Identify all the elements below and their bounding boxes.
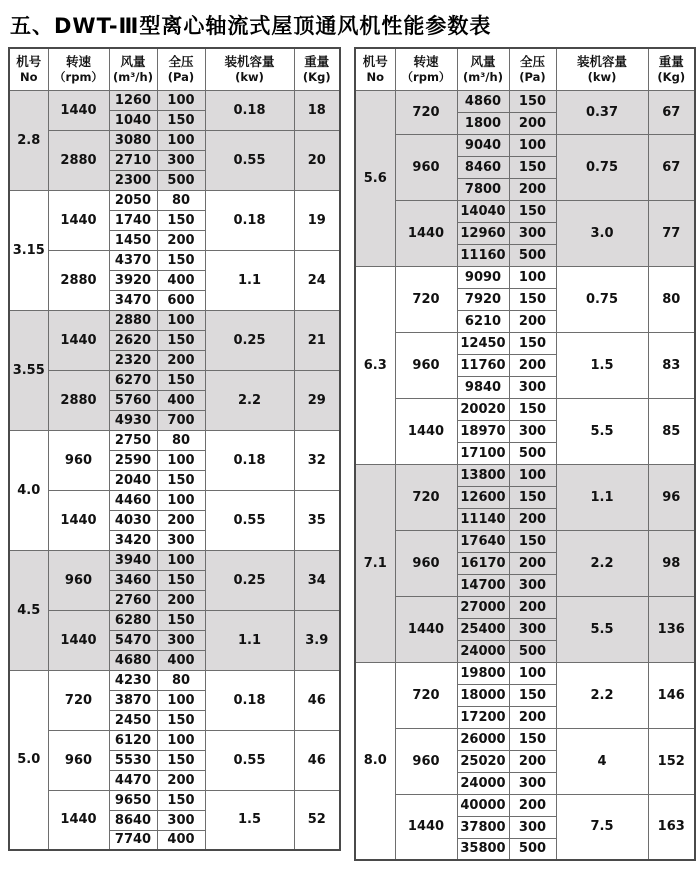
weight-cell: 29 — [294, 370, 340, 430]
airflow-cell: 4860 — [457, 90, 509, 112]
table-body — [355, 90, 695, 860]
airflow-cell: 2880 — [109, 310, 157, 330]
airflow-cell: 16170 — [457, 552, 509, 574]
rpm-cell: 720 — [395, 464, 457, 530]
pressure-cell: 200 — [509, 310, 556, 332]
table-row — [9, 130, 340, 150]
airflow-cell: 3470 — [109, 290, 157, 310]
pressure-cell: 100 — [509, 266, 556, 288]
airflow-cell: 11160 — [457, 244, 509, 266]
pressure-cell: 150 — [157, 210, 205, 230]
power-cell: 1.1 — [205, 610, 294, 670]
power-cell: 2.2 — [556, 662, 648, 728]
table-row — [9, 370, 340, 390]
pressure-cell: 500 — [509, 244, 556, 266]
weight-cell: 32 — [294, 430, 340, 490]
airflow-cell: 2750 — [109, 430, 157, 450]
rpm-cell: 960 — [395, 332, 457, 398]
rpm-cell: 1440 — [48, 90, 109, 130]
rpm-cell: 1440 — [48, 610, 109, 670]
table-row — [355, 728, 695, 750]
airflow-cell: 17640 — [457, 530, 509, 552]
pressure-cell: 200 — [509, 178, 556, 200]
rpm-cell: 2880 — [48, 130, 109, 190]
pressure-cell: 500 — [157, 170, 205, 190]
airflow-cell: 19800 — [457, 662, 509, 684]
power-cell: 1.5 — [205, 790, 294, 850]
pressure-cell: 700 — [157, 410, 205, 430]
power-cell: 1.1 — [556, 464, 648, 530]
power-cell: 5.5 — [556, 596, 648, 662]
pressure-cell: 500 — [509, 442, 556, 464]
airflow-cell: 2050 — [109, 190, 157, 210]
table-row — [9, 610, 340, 630]
rpm-cell: 1440 — [395, 398, 457, 464]
pressure-cell: 150 — [509, 90, 556, 112]
table-row — [355, 266, 695, 288]
pressure-cell: 200 — [509, 750, 556, 772]
table-row — [9, 790, 340, 810]
pressure-cell: 200 — [157, 510, 205, 530]
rpm-cell: 1440 — [48, 790, 109, 850]
rpm-cell: 960 — [48, 550, 109, 610]
airflow-cell: 6280 — [109, 610, 157, 630]
pressure-cell: 150 — [157, 710, 205, 730]
airflow-cell: 25020 — [457, 750, 509, 772]
header-model-no: 机号 No — [9, 48, 48, 90]
pressure-cell: 100 — [509, 464, 556, 486]
pressure-cell: 150 — [509, 288, 556, 310]
table-row — [355, 464, 695, 486]
rpm-cell: 720 — [48, 670, 109, 730]
pressure-cell: 150 — [157, 750, 205, 770]
weight-cell: 80 — [648, 266, 695, 332]
airflow-cell: 1800 — [457, 112, 509, 134]
pressure-cell: 200 — [157, 230, 205, 250]
airflow-cell: 3870 — [109, 690, 157, 710]
airflow-cell: 7920 — [457, 288, 509, 310]
table-row — [355, 794, 695, 816]
table-row — [355, 662, 695, 684]
weight-cell: 98 — [648, 530, 695, 596]
table-row — [355, 332, 695, 354]
airflow-cell: 12960 — [457, 222, 509, 244]
weight-cell: 77 — [648, 200, 695, 266]
weight-cell: 163 — [648, 794, 695, 860]
pressure-cell: 400 — [157, 650, 205, 670]
table-row — [9, 310, 340, 330]
airflow-cell: 18000 — [457, 684, 509, 706]
airflow-cell: 14700 — [457, 574, 509, 596]
pressure-cell: 300 — [157, 150, 205, 170]
weight-cell: 83 — [648, 332, 695, 398]
airflow-cell: 11140 — [457, 508, 509, 530]
pressure-cell: 150 — [157, 470, 205, 490]
header-power: 装机容量 (kw) — [205, 48, 294, 90]
power-cell: 1.1 — [205, 250, 294, 310]
pressure-cell: 100 — [157, 690, 205, 710]
power-cell: 0.25 — [205, 550, 294, 610]
header-power: 装机容量 (kw) — [556, 48, 648, 90]
weight-cell: 46 — [294, 670, 340, 730]
weight-cell: 46 — [294, 730, 340, 790]
airflow-cell: 9090 — [457, 266, 509, 288]
pressure-cell: 100 — [157, 130, 205, 150]
pressure-cell: 150 — [509, 398, 556, 420]
power-cell: 4 — [556, 728, 648, 794]
pressure-cell: 600 — [157, 290, 205, 310]
pressure-cell: 100 — [509, 662, 556, 684]
power-cell: 0.55 — [205, 130, 294, 190]
rpm-cell: 1440 — [48, 490, 109, 550]
power-cell: 0.37 — [556, 90, 648, 134]
pressure-cell: 150 — [509, 486, 556, 508]
model-no-cell: 4.0 — [9, 430, 48, 550]
airflow-cell: 2040 — [109, 470, 157, 490]
power-cell: 0.18 — [205, 430, 294, 490]
airflow-cell: 40000 — [457, 794, 509, 816]
airflow-cell: 11760 — [457, 354, 509, 376]
pressure-cell: 150 — [509, 200, 556, 222]
airflow-cell: 6270 — [109, 370, 157, 390]
pressure-cell: 400 — [157, 830, 205, 850]
weight-cell: 18 — [294, 90, 340, 130]
power-cell: 0.55 — [205, 490, 294, 550]
power-cell: 0.75 — [556, 266, 648, 332]
airflow-cell: 4370 — [109, 250, 157, 270]
model-no-cell: 3.55 — [9, 310, 48, 430]
rpm-cell: 720 — [395, 662, 457, 728]
rpm-cell: 960 — [395, 134, 457, 200]
pressure-cell: 400 — [157, 270, 205, 290]
airflow-cell: 6210 — [457, 310, 509, 332]
weight-cell: 152 — [648, 728, 695, 794]
tables-container — [8, 47, 692, 861]
rpm-cell: 960 — [48, 730, 109, 790]
weight-cell: 20 — [294, 130, 340, 190]
pressure-cell: 100 — [157, 310, 205, 330]
pressure-cell: 150 — [157, 110, 205, 130]
power-cell: 0.18 — [205, 670, 294, 730]
spec-table-right — [354, 47, 696, 861]
table-row — [355, 530, 695, 552]
pressure-cell: 400 — [157, 390, 205, 410]
table-body — [9, 90, 340, 850]
pressure-cell: 80 — [157, 190, 205, 210]
table-row — [355, 200, 695, 222]
table-row — [9, 730, 340, 750]
model-no-cell: 5.0 — [9, 670, 48, 850]
power-cell: 7.5 — [556, 794, 648, 860]
airflow-cell: 2710 — [109, 150, 157, 170]
weight-cell: 85 — [648, 398, 695, 464]
header-pressure: 全压 (Pa) — [509, 48, 556, 90]
pressure-cell: 150 — [157, 330, 205, 350]
pressure-cell: 150 — [509, 332, 556, 354]
airflow-cell: 27000 — [457, 596, 509, 618]
power-cell: 0.25 — [205, 310, 294, 370]
airflow-cell: 2300 — [109, 170, 157, 190]
pressure-cell: 200 — [509, 552, 556, 574]
rpm-cell: 2880 — [48, 250, 109, 310]
header-rpm: 转速 （rpm） — [48, 48, 109, 90]
pressure-cell: 200 — [509, 706, 556, 728]
pressure-cell: 200 — [157, 350, 205, 370]
airflow-cell: 12450 — [457, 332, 509, 354]
power-cell: 3.0 — [556, 200, 648, 266]
pressure-cell: 150 — [157, 790, 205, 810]
header-pressure: 全压 (Pa) — [157, 48, 205, 90]
airflow-cell: 3460 — [109, 570, 157, 590]
pressure-cell: 200 — [157, 770, 205, 790]
power-cell: 0.18 — [205, 90, 294, 130]
pressure-cell: 200 — [157, 590, 205, 610]
airflow-cell: 3420 — [109, 530, 157, 550]
pressure-cell: 200 — [509, 596, 556, 618]
airflow-cell: 2760 — [109, 590, 157, 610]
rpm-cell: 2880 — [48, 370, 109, 430]
airflow-cell: 2620 — [109, 330, 157, 350]
table-row — [9, 670, 340, 690]
airflow-cell: 3080 — [109, 130, 157, 150]
power-cell: 1.5 — [556, 332, 648, 398]
airflow-cell: 25400 — [457, 618, 509, 640]
airflow-cell: 4680 — [109, 650, 157, 670]
airflow-cell: 2450 — [109, 710, 157, 730]
airflow-cell: 18970 — [457, 420, 509, 442]
rpm-cell: 720 — [395, 90, 457, 134]
rpm-cell: 1440 — [395, 794, 457, 860]
weight-cell: 34 — [294, 550, 340, 610]
airflow-cell: 6120 — [109, 730, 157, 750]
airflow-cell: 17100 — [457, 442, 509, 464]
table-row — [355, 596, 695, 618]
pressure-cell: 150 — [509, 156, 556, 178]
model-no-cell: 4.5 — [9, 550, 48, 670]
rpm-cell: 960 — [395, 530, 457, 596]
rpm-cell: 1440 — [48, 310, 109, 370]
power-cell: 2.2 — [556, 530, 648, 596]
pressure-cell: 300 — [157, 530, 205, 550]
weight-cell: 21 — [294, 310, 340, 370]
airflow-cell: 24000 — [457, 640, 509, 662]
table-row — [355, 90, 695, 112]
pressure-cell: 80 — [157, 670, 205, 690]
airflow-cell: 8640 — [109, 810, 157, 830]
airflow-cell: 1040 — [109, 110, 157, 130]
model-no-cell: 6.3 — [355, 266, 395, 464]
airflow-cell: 2590 — [109, 450, 157, 470]
airflow-cell: 7740 — [109, 830, 157, 850]
airflow-cell: 4030 — [109, 510, 157, 530]
pressure-cell: 300 — [157, 630, 205, 650]
spec-table-left — [8, 47, 341, 851]
pressure-cell: 100 — [157, 90, 205, 110]
model-no-cell: 5.6 — [355, 90, 395, 266]
table-row — [9, 90, 340, 110]
weight-cell: 96 — [648, 464, 695, 530]
pressure-cell: 300 — [509, 772, 556, 794]
header-airflow: 风量 (m³/h) — [457, 48, 509, 90]
pressure-cell: 500 — [509, 640, 556, 662]
airflow-cell: 24000 — [457, 772, 509, 794]
pressure-cell: 300 — [509, 574, 556, 596]
airflow-cell: 2320 — [109, 350, 157, 370]
rpm-cell: 960 — [395, 728, 457, 794]
airflow-cell: 3920 — [109, 270, 157, 290]
airflow-cell: 1260 — [109, 90, 157, 110]
weight-cell: 35 — [294, 490, 340, 550]
table-row — [9, 250, 340, 270]
model-no-cell: 8.0 — [355, 662, 395, 860]
power-cell: 0.55 — [205, 730, 294, 790]
table-row — [9, 550, 340, 570]
airflow-cell: 9040 — [457, 134, 509, 156]
table-row — [9, 190, 340, 210]
weight-cell: 136 — [648, 596, 695, 662]
pressure-cell: 300 — [509, 222, 556, 244]
pressure-cell: 300 — [509, 816, 556, 838]
weight-cell: 67 — [648, 90, 695, 134]
model-no-cell: 3.15 — [9, 190, 48, 310]
pressure-cell: 300 — [509, 376, 556, 398]
table-row — [355, 398, 695, 420]
airflow-cell: 17200 — [457, 706, 509, 728]
pressure-cell: 150 — [157, 370, 205, 390]
airflow-cell: 26000 — [457, 728, 509, 750]
pressure-cell: 200 — [509, 112, 556, 134]
model-no-cell: 7.1 — [355, 464, 395, 662]
rpm-cell: 1440 — [395, 200, 457, 266]
pressure-cell: 150 — [157, 570, 205, 590]
header-weight: 重量 (Kg) — [294, 48, 340, 90]
airflow-cell: 8460 — [457, 156, 509, 178]
airflow-cell: 9650 — [109, 790, 157, 810]
airflow-cell: 4470 — [109, 770, 157, 790]
airflow-cell: 20020 — [457, 398, 509, 420]
header-rpm: 转速 （rpm） — [395, 48, 457, 90]
pressure-cell: 500 — [509, 838, 556, 860]
airflow-cell: 37800 — [457, 816, 509, 838]
power-cell: 2.2 — [205, 370, 294, 430]
airflow-cell: 5530 — [109, 750, 157, 770]
pressure-cell: 150 — [157, 610, 205, 630]
pressure-cell: 150 — [509, 728, 556, 750]
pressure-cell: 300 — [509, 618, 556, 640]
pressure-cell: 200 — [509, 794, 556, 816]
airflow-cell: 1740 — [109, 210, 157, 230]
airflow-cell: 14040 — [457, 200, 509, 222]
weight-cell: 52 — [294, 790, 340, 850]
header-airflow: 风量 (m³/h) — [109, 48, 157, 90]
weight-cell: 3.9 — [294, 610, 340, 670]
pressure-cell: 100 — [157, 550, 205, 570]
airflow-cell: 7800 — [457, 178, 509, 200]
pressure-cell: 150 — [509, 530, 556, 552]
pressure-cell: 300 — [509, 420, 556, 442]
pressure-cell: 100 — [157, 490, 205, 510]
pressure-cell: 300 — [157, 810, 205, 830]
airflow-cell: 5470 — [109, 630, 157, 650]
airflow-cell: 4460 — [109, 490, 157, 510]
header-weight: 重量 (Kg) — [648, 48, 695, 90]
airflow-cell: 4930 — [109, 410, 157, 430]
airflow-cell: 35800 — [457, 838, 509, 860]
rpm-cell: 960 — [48, 430, 109, 490]
airflow-cell: 1450 — [109, 230, 157, 250]
pressure-cell: 100 — [509, 134, 556, 156]
airflow-cell: 9840 — [457, 376, 509, 398]
weight-cell: 146 — [648, 662, 695, 728]
weight-cell: 24 — [294, 250, 340, 310]
weight-cell: 67 — [648, 134, 695, 200]
pressure-cell: 200 — [509, 508, 556, 530]
pressure-cell: 150 — [509, 684, 556, 706]
model-no-cell: 2.8 — [9, 90, 48, 190]
table-row — [9, 430, 340, 450]
page-title: 五、DWT-Ⅲ型离心轴流式屋顶通风机性能参数表 — [10, 14, 492, 38]
rpm-cell: 1440 — [395, 596, 457, 662]
airflow-cell: 13800 — [457, 464, 509, 486]
pressure-cell: 100 — [157, 730, 205, 750]
pressure-cell: 100 — [157, 450, 205, 470]
airflow-cell: 3940 — [109, 550, 157, 570]
rpm-cell: 720 — [395, 266, 457, 332]
airflow-cell: 5760 — [109, 390, 157, 410]
pressure-cell: 200 — [509, 354, 556, 376]
power-cell: 0.75 — [556, 134, 648, 200]
pressure-cell: 80 — [157, 430, 205, 450]
table-header — [355, 48, 695, 90]
rpm-cell: 1440 — [48, 190, 109, 250]
table-row — [9, 490, 340, 510]
header-row — [9, 48, 340, 90]
header-model-no: 机号 No — [355, 48, 395, 90]
header-row — [355, 48, 695, 90]
table-row — [355, 134, 695, 156]
airflow-cell: 12600 — [457, 486, 509, 508]
airflow-cell: 4230 — [109, 670, 157, 690]
table-header — [9, 48, 340, 90]
weight-cell: 19 — [294, 190, 340, 250]
power-cell: 0.18 — [205, 190, 294, 250]
power-cell: 5.5 — [556, 398, 648, 464]
pressure-cell: 150 — [157, 250, 205, 270]
